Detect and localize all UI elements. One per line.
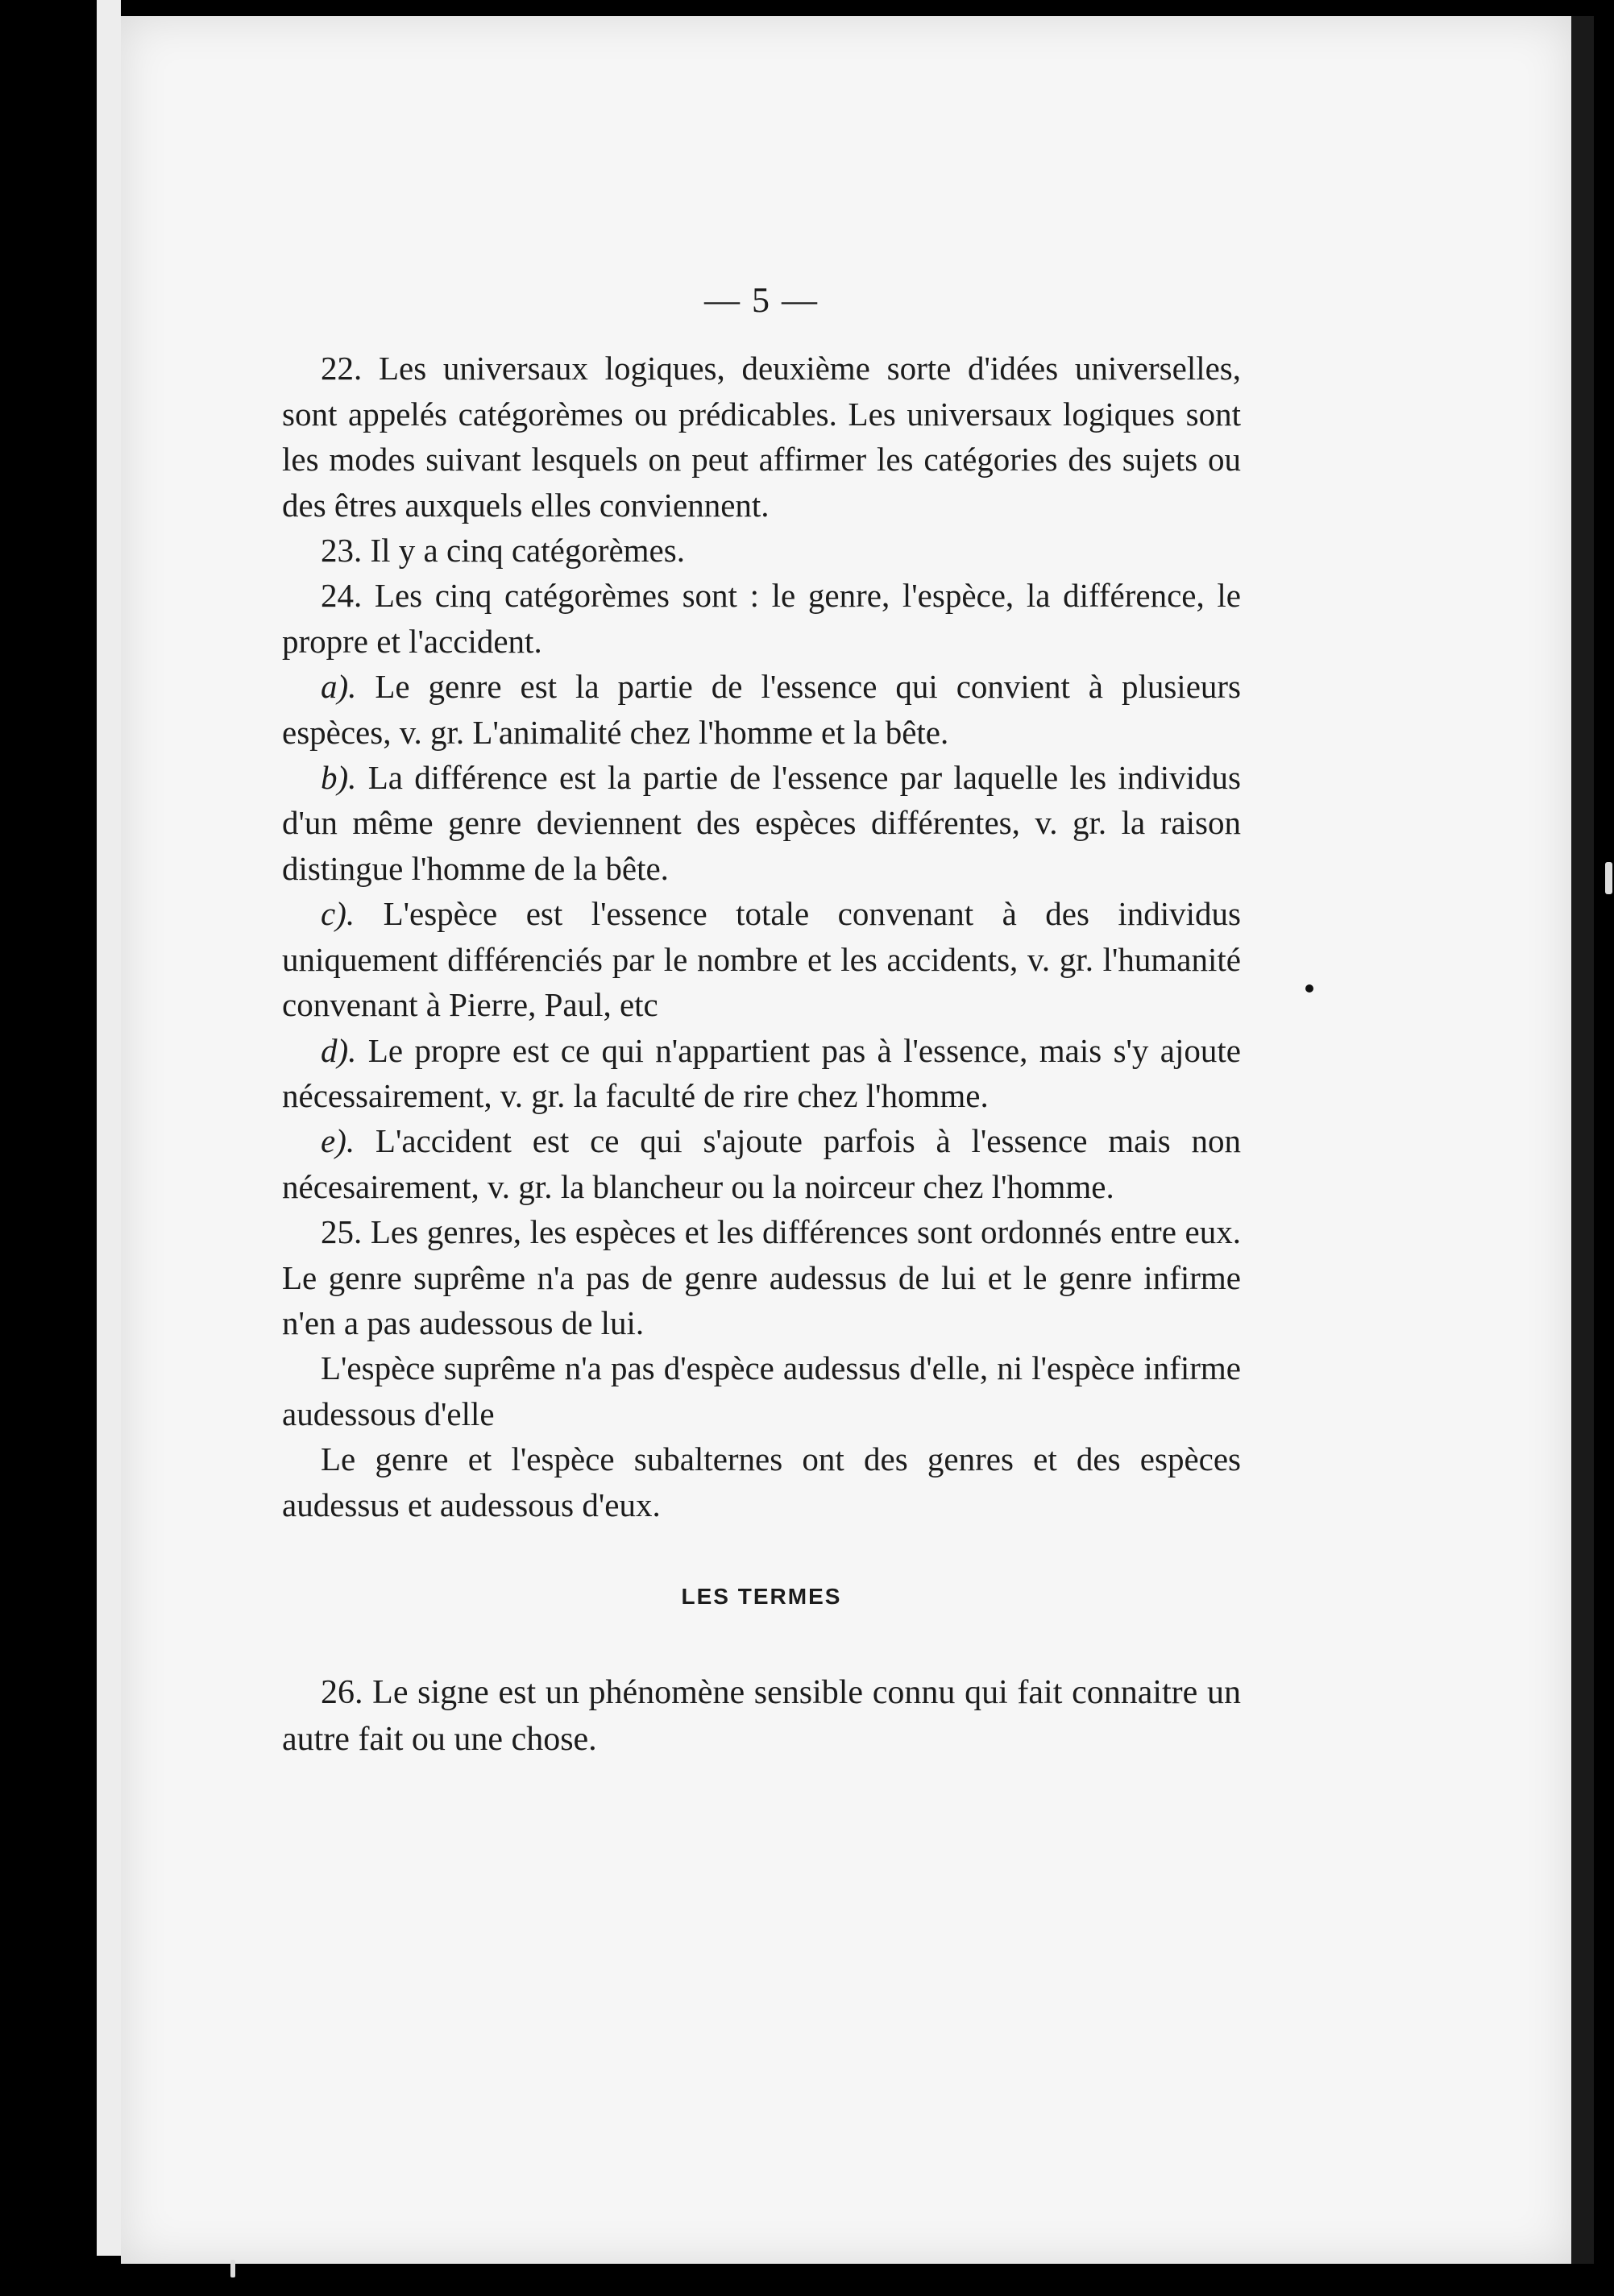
paragraph-text: La différence est la partie de l'essence par laquelle les individus d'un même genre deviennent des espèces différentes, v. gr. la raison distingue l'homme de la bête.	[282, 759, 1241, 887]
section-heading: LES TERMES	[681, 1583, 842, 1609]
right-page-edge	[1571, 16, 1594, 2264]
page-text	[282, 278, 1241, 1763]
paragraph-e	[282, 1118, 1241, 1209]
left-page-edge	[97, 0, 121, 2256]
paragraph-label: c).	[321, 895, 355, 933]
paragraph-c	[282, 891, 1241, 1027]
paragraph-espece	[282, 1345, 1241, 1436]
paragraph-text: L'accident est ce qui s'ajoute parfois à l'essence mais non nécesairement, v. gr. la blancheur ou la noirceur chez l'homme.	[282, 1122, 1241, 1205]
scan-speck	[1305, 984, 1313, 993]
paragraph-26: 26. Le signe est un phénomène sensible connu qui fait connaitre un autre fait ou une chose.	[282, 1674, 1241, 1759]
paragraph-25	[282, 1209, 1241, 1345]
paragraph-text: Le propre est ce qui n'appartient pas à l'essence, mais s'y ajoute nécessairement, v. gr. la faculté de rire chez l'homme.	[282, 1031, 1241, 1114]
paragraph-a	[282, 664, 1241, 755]
paragraph-text: Le genre et l'espèce subalternes ont des genres et des espèces audessus et audessous d'eux.	[282, 1440, 1241, 1523]
page-number: — 5 —	[704, 280, 819, 320]
paragraph-label: e).	[321, 1122, 355, 1160]
paragraph-label: b).	[321, 759, 357, 797]
paragraph-label: d).	[321, 1031, 357, 1069]
scan-speck	[1605, 862, 1612, 894]
paragraph-23	[282, 528, 1241, 573]
paragraph-genre	[282, 1436, 1241, 1527]
paragraph-b	[282, 755, 1241, 891]
paragraph-d	[282, 1028, 1241, 1119]
paragraph-label: a).	[321, 668, 357, 706]
paragraph-text: L'espèce est l'essence totale convenant à des individus uniquement différenciés par le nombre et les accidents, v. gr. l'humanité convenant à Pierre, Paul, etc	[282, 895, 1241, 1024]
paragraph-text: 23. Il y a cinq catégorèmes.	[321, 532, 685, 570]
paragraph-text: L'espèce suprême n'a pas d'espèce audessus d'elle, ni l'espèce infirme audessous d'elle	[282, 1349, 1241, 1432]
scan-speck	[230, 2260, 235, 2277]
paragraph-22	[282, 346, 1241, 528]
paragraph-text: 25. Les genres, les espèces et les différences sont ordonnés entre eux. Le genre suprême n'a pas de genre audessus de lui et le genre infirme n'en a pas audessous de lui.	[282, 1213, 1241, 1341]
paragraph-text: 22. Les universaux logiques, deuxième sorte d'idées universelles, sont appelés catégorèmes ou prédicables. Les universaux logiques sont les modes suivant lesquels on peut affirmer les catégories des sujets ou des êtres auxquels elles conviennent.	[282, 350, 1241, 524]
paragraph-text: Le genre est la partie de l'essence qui convient à plusieurs espèces, v. gr. L'animalité chez l'homme et la bête.	[282, 668, 1241, 751]
paragraph-text: 24. Les cinq catégorèmes sont : le genre, l'espèce, la différence, le propre et l'accident.	[282, 577, 1241, 660]
paragraph-24	[282, 573, 1241, 664]
